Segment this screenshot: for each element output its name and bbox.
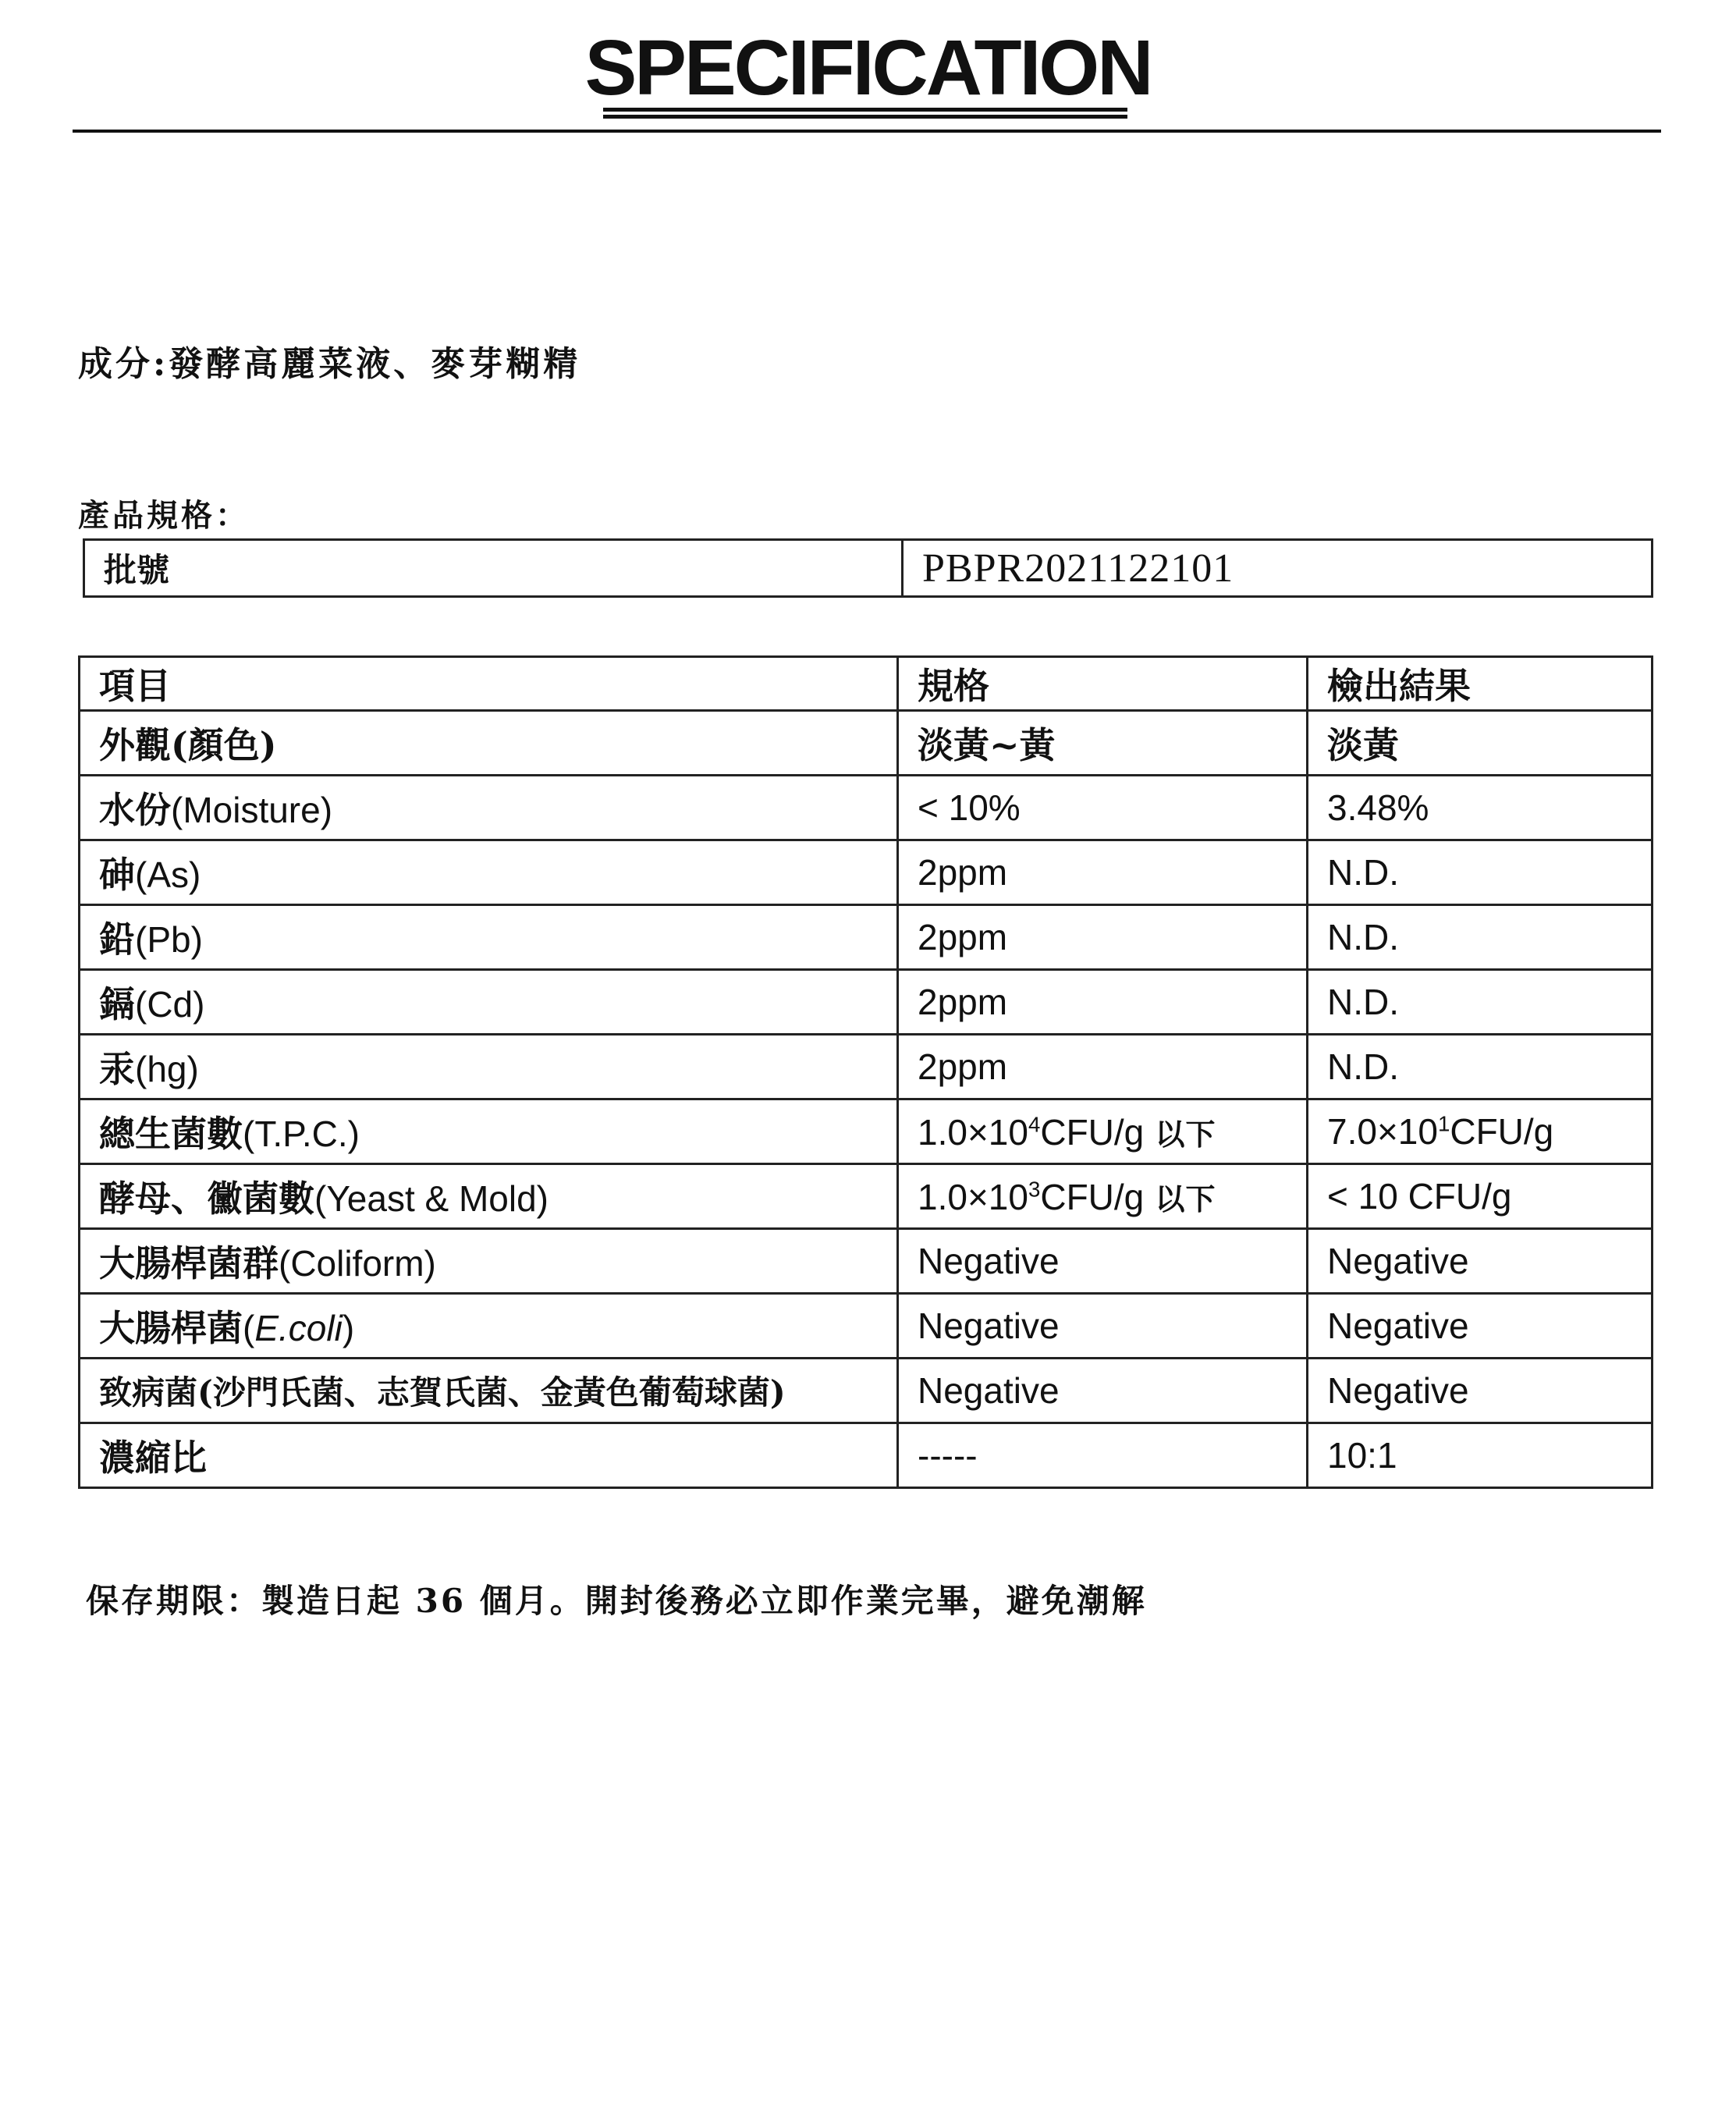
- row-result: N.D.: [1308, 970, 1653, 1035]
- table-row: [80, 1164, 1653, 1229]
- item-en: (Coliform): [279, 1243, 436, 1284]
- item-en: (Cd): [135, 984, 205, 1025]
- title-double-underline: [603, 108, 1127, 119]
- item-en: (hg): [135, 1049, 199, 1089]
- result-exponent: 1: [1437, 1111, 1450, 1136]
- item-cn: 大腸桿菌群: [99, 1242, 279, 1284]
- table-row: [80, 711, 1653, 776]
- spec-table: [78, 655, 1653, 1489]
- spec-suffix: 以下: [1144, 1116, 1216, 1152]
- item-en: (Pb): [135, 919, 203, 960]
- item-cn: 鎘: [99, 983, 135, 1025]
- row-result: N.D.: [1308, 905, 1653, 970]
- row-item: [80, 970, 898, 1035]
- row-result: < 10 CFU/g: [1308, 1164, 1653, 1229]
- row-item: [80, 840, 898, 905]
- header-item: 項目: [80, 657, 898, 711]
- storage-note: 保存期限：製造日起 36 個月。開封後務必立即作業完畢，避免潮解: [86, 1582, 1147, 1620]
- row-spec: < 10%: [898, 776, 1308, 840]
- spec-exponent: 3: [1028, 1177, 1041, 1202]
- row-item: 濃縮比: [80, 1423, 898, 1488]
- row-item: [80, 1164, 898, 1229]
- item-en-open: (: [243, 1308, 255, 1348]
- table-header-row: [80, 657, 1653, 711]
- row-result: Negative: [1308, 1229, 1653, 1294]
- row-result: N.D.: [1308, 1035, 1653, 1099]
- row-item: [80, 1035, 898, 1099]
- item-cn: 大腸桿菌: [99, 1307, 243, 1349]
- table-row: [80, 1229, 1653, 1294]
- product-spec-label: 產品規格：: [78, 497, 250, 534]
- item-en: (Moisture): [171, 790, 333, 830]
- table-row: [80, 1099, 1653, 1164]
- item-cn: 酵母、黴菌數: [99, 1178, 314, 1220]
- batch-row: [84, 540, 1653, 597]
- row-result: 10:1: [1308, 1423, 1653, 1488]
- row-spec: 2ppm: [898, 905, 1308, 970]
- header-spec: 規格: [898, 657, 1308, 711]
- item-en: (Yeast & Mold): [314, 1178, 548, 1219]
- table-row: [80, 776, 1653, 840]
- table-row: [80, 1359, 1653, 1423]
- spec-base: 1.0×10: [918, 1111, 1028, 1153]
- row-item: 外觀(顏色): [80, 711, 898, 776]
- row-item: [80, 1294, 898, 1359]
- row-spec: Negative: [898, 1229, 1308, 1294]
- table-row: [80, 1423, 1653, 1488]
- spec-suffix: 以下: [1144, 1181, 1216, 1217]
- header-result: 檢出結果: [1308, 657, 1653, 711]
- spec-exponent: 4: [1028, 1112, 1041, 1137]
- table-row: [80, 1035, 1653, 1099]
- batch-label: 批號: [84, 540, 903, 597]
- row-spec: Negative: [898, 1359, 1308, 1423]
- table-row: [80, 1294, 1653, 1359]
- document-title: SPECIFICATION: [584, 24, 1152, 112]
- row-item: [80, 1099, 898, 1164]
- row-spec: 淡黃~黃: [898, 711, 1308, 776]
- batch-table: [83, 538, 1653, 598]
- table-row: [80, 905, 1653, 970]
- ingredients-line: 成分:發酵高麗菜液、麥芽糊精: [78, 344, 581, 384]
- row-result: 3.48%: [1308, 776, 1653, 840]
- row-spec: 2ppm: [898, 840, 1308, 905]
- header-rule: [73, 130, 1661, 133]
- result-base: 7.0×10: [1327, 1111, 1438, 1152]
- batch-number: PBPR2021122101: [903, 540, 1653, 597]
- item-en: (T.P.C.): [243, 1114, 360, 1154]
- item-cn: 砷: [99, 854, 135, 896]
- row-item: 致病菌(沙門氏菌、志賀氏菌、金黃色葡萄球菌): [80, 1359, 898, 1423]
- spec-unit: CFU/g: [1040, 1176, 1145, 1217]
- row-spec: 2ppm: [898, 1035, 1308, 1099]
- table-row: [80, 840, 1653, 905]
- item-en-italic: E.coli: [254, 1308, 343, 1348]
- item-cn: 汞: [99, 1048, 135, 1090]
- row-item: [80, 1229, 898, 1294]
- row-result: [1308, 1099, 1653, 1164]
- row-result: Negative: [1308, 1294, 1653, 1359]
- item-cn: 鉛: [99, 918, 135, 961]
- row-spec: Negative: [898, 1294, 1308, 1359]
- item-en-close: ): [342, 1308, 355, 1348]
- item-cn: 水份: [99, 789, 171, 831]
- row-result: Negative: [1308, 1359, 1653, 1423]
- row-item: [80, 776, 898, 840]
- row-spec: [898, 1099, 1308, 1164]
- table-row: [80, 970, 1653, 1035]
- row-result: 淡黃: [1308, 711, 1653, 776]
- row-spec: [898, 1164, 1308, 1229]
- row-result: N.D.: [1308, 840, 1653, 905]
- result-unit: CFU/g: [1450, 1111, 1554, 1152]
- spec-unit: CFU/g: [1040, 1111, 1145, 1153]
- spec-base: 1.0×10: [918, 1176, 1028, 1217]
- item-cn: 總生菌數: [99, 1113, 243, 1155]
- row-spec: -----: [898, 1423, 1308, 1488]
- item-en: (As): [135, 854, 201, 895]
- row-spec: 2ppm: [898, 970, 1308, 1035]
- row-item: [80, 905, 898, 970]
